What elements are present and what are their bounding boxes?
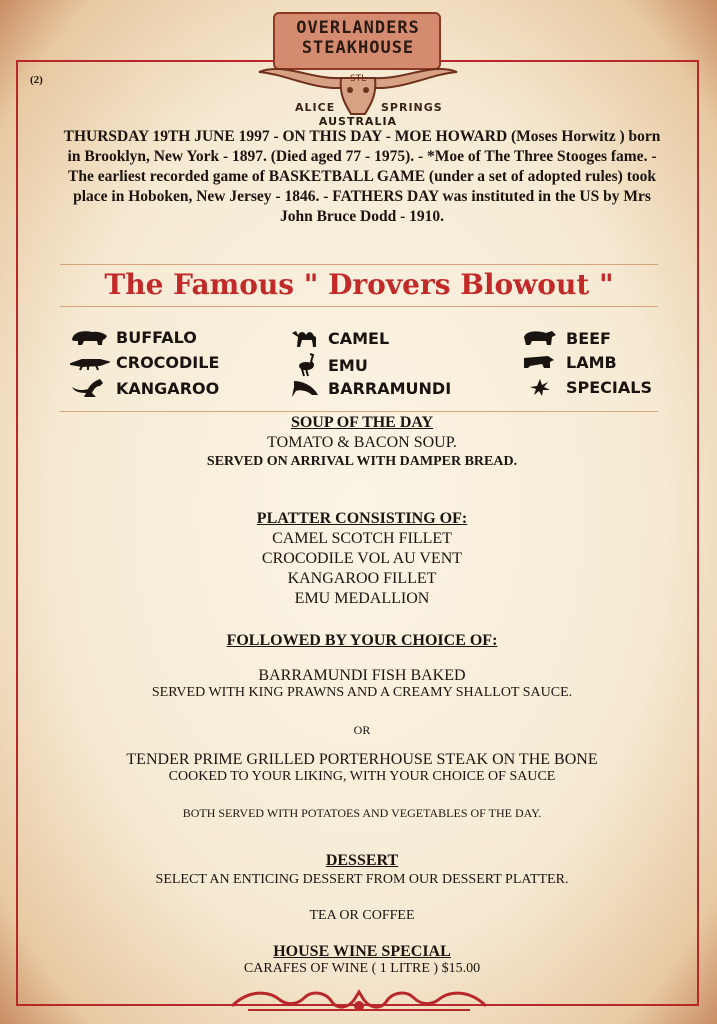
legend-label: CROCODILE xyxy=(116,352,220,372)
legend-label: SPECIALS xyxy=(566,377,652,397)
legend-item xyxy=(70,327,197,347)
platter-heading: PLATTER CONSISTING OF: xyxy=(256,510,468,527)
option2-block xyxy=(26,751,698,785)
soup-heading: SOUP OF THE DAY xyxy=(290,414,434,431)
legend-item xyxy=(70,377,219,399)
soup-name: TOMATO & BACON SOUP. xyxy=(267,434,457,451)
crocodile-icon xyxy=(70,352,110,372)
platter-item: KANGAROO FILLET xyxy=(287,570,437,587)
page-number: (2) xyxy=(30,74,43,86)
history-line: in Brooklyn, New York - 1897. (Died aged 77 - 1975). - *Moe of The Three Stooges fame. - xyxy=(67,148,657,165)
on-this-day-text xyxy=(26,127,698,227)
fish-icon xyxy=(290,377,322,399)
camel-icon xyxy=(290,327,322,349)
logo-line2: STEAKHOUSE xyxy=(301,38,415,58)
banner-title: The Famous " Drovers Blowout " xyxy=(104,268,614,301)
option1-block xyxy=(26,667,698,701)
history-line: THURSDAY 19TH JUNE 1997 - ON THIS DAY - MOE HOWARD (Moses Horwitz ) born xyxy=(63,128,661,145)
lamb-icon xyxy=(520,352,560,372)
or-text: OR xyxy=(353,723,371,737)
divider-legend xyxy=(60,411,658,412)
legend-label: KANGAROO xyxy=(116,378,220,398)
platter-item: EMU MEDALLION xyxy=(294,590,430,607)
legend-item xyxy=(70,352,219,372)
emu-icon xyxy=(290,352,322,378)
legend-label: BUFFALO xyxy=(116,327,197,347)
dessert-section xyxy=(26,852,698,888)
logo-right-word: SPRINGS xyxy=(381,101,443,114)
platter-item: CROCODILE VOL AU VENT xyxy=(261,550,463,567)
main-choice-heading-block xyxy=(26,632,698,650)
logo-badge: STL xyxy=(349,74,367,84)
legend-label: LAMB xyxy=(566,352,617,372)
legend-item xyxy=(290,352,368,378)
logo-country: AUSTRALIA xyxy=(318,115,398,128)
dessert-heading: DESSERT xyxy=(325,852,399,869)
option1-name: BARRAMUNDI FISH BAKED xyxy=(258,667,466,684)
soup-note: SERVED ON ARRIVAL WITH DAMPER BREAD. xyxy=(206,454,518,469)
legend-item xyxy=(290,327,389,349)
dessert-text: SELECT AN ENTICING DESSERT FROM OUR DESSERT PLATTER. xyxy=(155,872,569,887)
bull-icon xyxy=(520,327,560,349)
legend-item xyxy=(290,377,451,399)
buffalo-icon xyxy=(70,327,110,347)
legend-label: BARRAMUNDI xyxy=(328,378,452,398)
choice-heading: FOLLOWED BY YOUR CHOICE OF: xyxy=(226,632,498,649)
option2-name: TENDER PRIME GRILLED PORTERHOUSE STEAK ON THE BONE xyxy=(126,751,598,768)
history-line: John Bruce Dodd - 1910. xyxy=(279,208,445,225)
wine-text: CARAFES OF WINE ( 1 LITRE ) $15.00 xyxy=(243,961,481,976)
legend-item xyxy=(520,327,611,349)
soup-section xyxy=(26,414,698,470)
star-icon xyxy=(520,377,560,397)
option2-desc: COOKED TO YOUR LIKING, WITH YOUR CHOICE OF SAUCE xyxy=(168,769,556,784)
option1-desc: SERVED WITH KING PRAWNS AND A CREAMY SHALLOT SAUCE. xyxy=(151,685,573,700)
history-line: place in Hoboken, New Jersey - 1846. - FATHERS DAY was instituted in the US by Mrs xyxy=(73,188,651,205)
divider-top xyxy=(60,264,658,265)
both-served-text: BOTH SERVED WITH POTATOES AND VEGETABLES OF THE DAY. xyxy=(182,806,542,820)
legend-item xyxy=(520,352,617,372)
logo-left-word: ALICE xyxy=(295,101,336,114)
restaurant-logo xyxy=(253,8,463,126)
kangaroo-icon xyxy=(70,377,110,399)
wine-section xyxy=(26,943,698,977)
legend-label: EMU xyxy=(328,355,368,375)
legend-label: BEEF xyxy=(566,328,611,348)
logo-line1: OVERLANDERS xyxy=(296,18,420,38)
legend-item xyxy=(520,377,652,397)
wine-heading: HOUSE WINE SPECIAL xyxy=(273,943,451,960)
divider-banner xyxy=(60,306,658,307)
platter-section xyxy=(26,509,698,609)
history-line: The earliest recorded game of BASKETBALL GAME (under a set of adopted rules) took xyxy=(68,168,656,185)
scroll-ornament-icon xyxy=(228,986,490,1016)
legend-label: CAMEL xyxy=(328,328,390,348)
platter-item: CAMEL SCOTCH FILLET xyxy=(272,530,452,547)
drinks-text: TEA OR COFFEE xyxy=(309,908,415,923)
